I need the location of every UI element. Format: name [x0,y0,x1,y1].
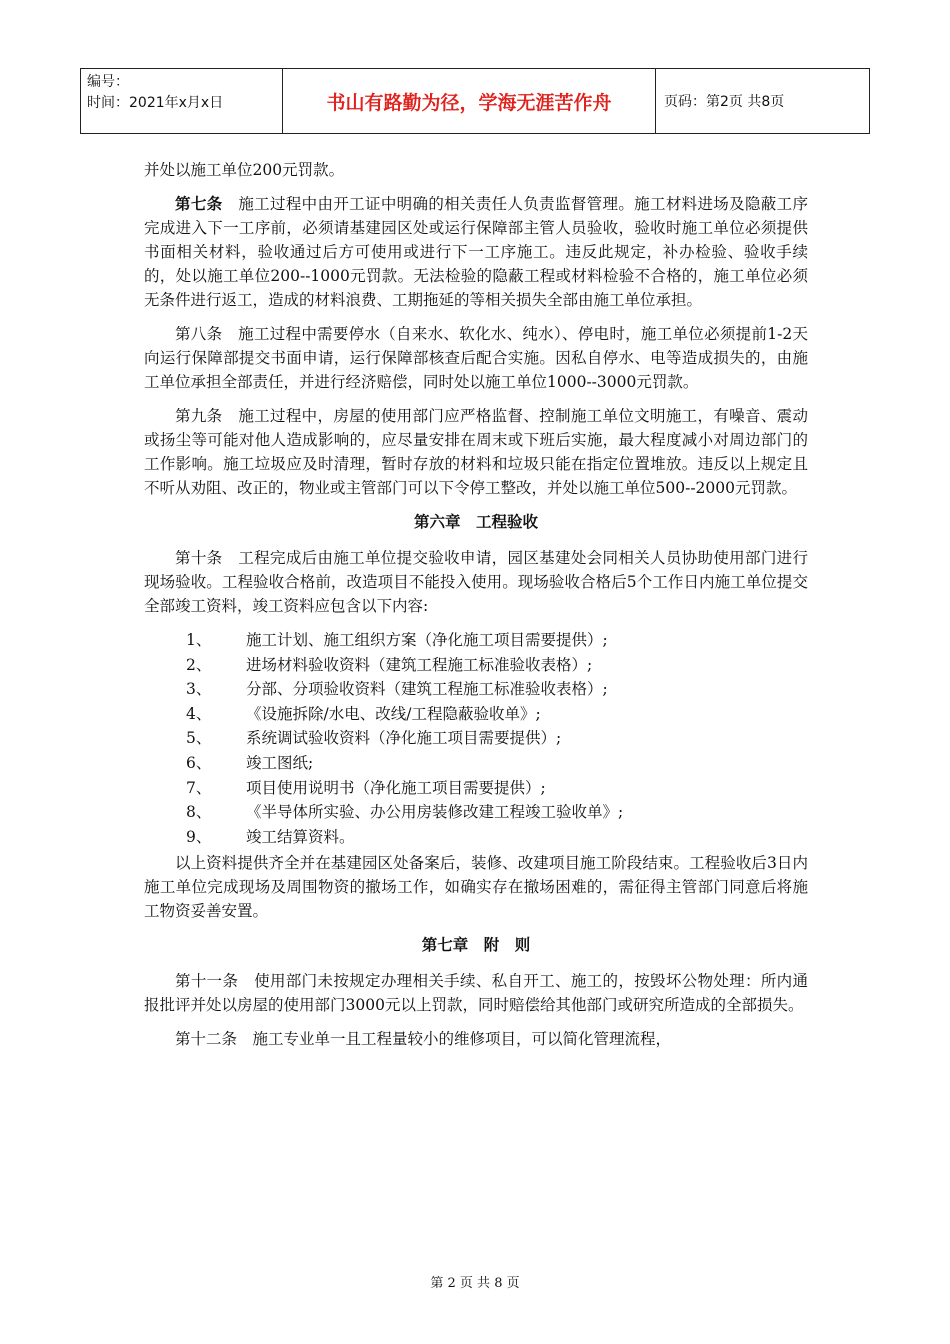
page-footer: 第 2 页 共 8 页 [430,1276,520,1291]
header-meta [81,69,283,133]
list-item [144,800,808,825]
list-item-text: 系统调试验收资料（净化施工项目需要提供）; [246,729,562,748]
list-item [144,653,808,678]
article-9: 第九条 施工过程中，房屋的使用部门应严格监督、控制施工单位文明施工，有噪音、震动或扬尘等可能对他人造成影响的，应尽量安排在周末或下班后实施，最大程度减小对周边部门的工作影响。施工垃圾应及时清理，暂时存放的材料和垃圾只能在指定位置堆放。违反以上规定且不听从劝阻、改正的，物业或主管部门可以下令停工整改，并处以施工单位500--2000元罚款。 [144,407,808,497]
list-item [144,776,808,801]
list-item [144,825,808,850]
article-7-title: 第七条 [175,194,223,213]
list-item-text: 《半导体所实验、办公用房装修改建工程竣工验收单》; [246,803,624,822]
header-page-label: 页码：第2页 共8页 [664,94,785,110]
list-item [144,702,808,727]
chapter-6-heading: 第六章 工程验收 [413,513,538,531]
list-item [144,751,808,776]
list-item-number: 1、 [186,631,212,649]
list-item [144,677,808,702]
list-item-text: 《设施拆除/水电、改线/工程隐蔽验收单》; [246,704,541,723]
list-item-number: 5、 [186,729,212,748]
article-7-body: 施工过程中由开工证中明确的相关责任人负责监督管理。施工材料进场及隐蔽工序完成进入下一工序前，必须请基建园区处或运行保障部主管人员验收，验收时施工单位必须提供书面相关材料，验收通过后方可使用或进行下一工序施工。违反此规定，补办检验、验收手续的，处以施工单位200--1000元罚款。无法检验的隐蔽工程或材料检验不合格的，施工单位必须无条件进行返工，造成的材料浪费、工期拖延的等相关损失全部由施工单位承担。 [144,195,808,309]
list-item [144,726,808,751]
list-item-number: 6、 [186,753,212,772]
list-item-text: 项目使用说明书（净化施工项目需要提供）; [246,778,546,797]
article-11: 第十一条 使用部门未按规定办理相关手续、私自开工、施工的，按毁坏公物处理：所内通报批评并处以房屋的使用部门3000元以上罚款，同时赔偿给其他部门或研究所造成的全部损失。 [144,972,808,1015]
chapter-7-heading: 第七章 附 则 [421,936,531,955]
article-12: 第十二条 施工专业单一且工程量较小的维修项目，可以简化管理流程， [175,1030,672,1049]
list-item-text: 施工计划、施工组织方案（净化施工项目需要提供）; [246,631,608,649]
list-item-number: 8、 [186,803,212,822]
page-header [80,68,870,134]
document-time-label: 时间：2021年x月x日 [87,95,224,111]
list-item-number: 9、 [186,827,212,846]
document-number-label: 编号： [87,74,129,90]
list-item-text: 进场材料验收资料（建筑工程施工标准验收表格）; [246,655,593,674]
completion-documents-list [144,628,808,849]
article-7 [144,192,808,312]
header-motto: 书山有路勤为径，学海无涯苦作舟 [283,69,656,133]
list-item-number: 7、 [186,778,212,797]
list-item-number: 3、 [186,680,212,699]
list-item [144,628,808,653]
document-body [144,158,808,1061]
list-item-number: 2、 [186,655,212,674]
paragraph-continuation: 并处以施工单位200元罚款。 [144,161,345,179]
list-item-text: 竣工图纸; [246,753,314,772]
list-item-text: 分部、分项验收资料（建筑工程施工标准验收表格）; [246,680,608,699]
article-10: 第十条 工程完成后由施工单位提交验收申请，园区基建处会同相关人员协助使用部门进行现场验收。工程验收合格前，改造项目不能投入使用。现场验收合格后5个工作日内施工单位提交全部竣工资料，竣工资料应包含以下内容: [144,549,808,615]
list-conclusion: 以上资料提供齐全并在基建园区处备案后，装修、改建项目施工阶段结束。工程验收后3日内施工单位完成现场及周围物资的撤场工作，如确实存在撤场困难的，需征得主管部门同意后将施工物资妥善安置。 [144,854,808,921]
article-8: 第八条 施工过程中需要停水（自来水、软化水、纯水）、停电时，施工单位必须提前1-2天向运行保障部提交书面申请，运行保障部核查后配合实施。因私自停水、电等造成损失的，由施工单位承担全部责任，并进行经济赔偿，同时处以施工单位1000--3000元罚款。 [144,325,808,391]
list-item-number: 4、 [186,704,212,723]
list-item-text: 竣工结算资料。 [246,827,355,846]
